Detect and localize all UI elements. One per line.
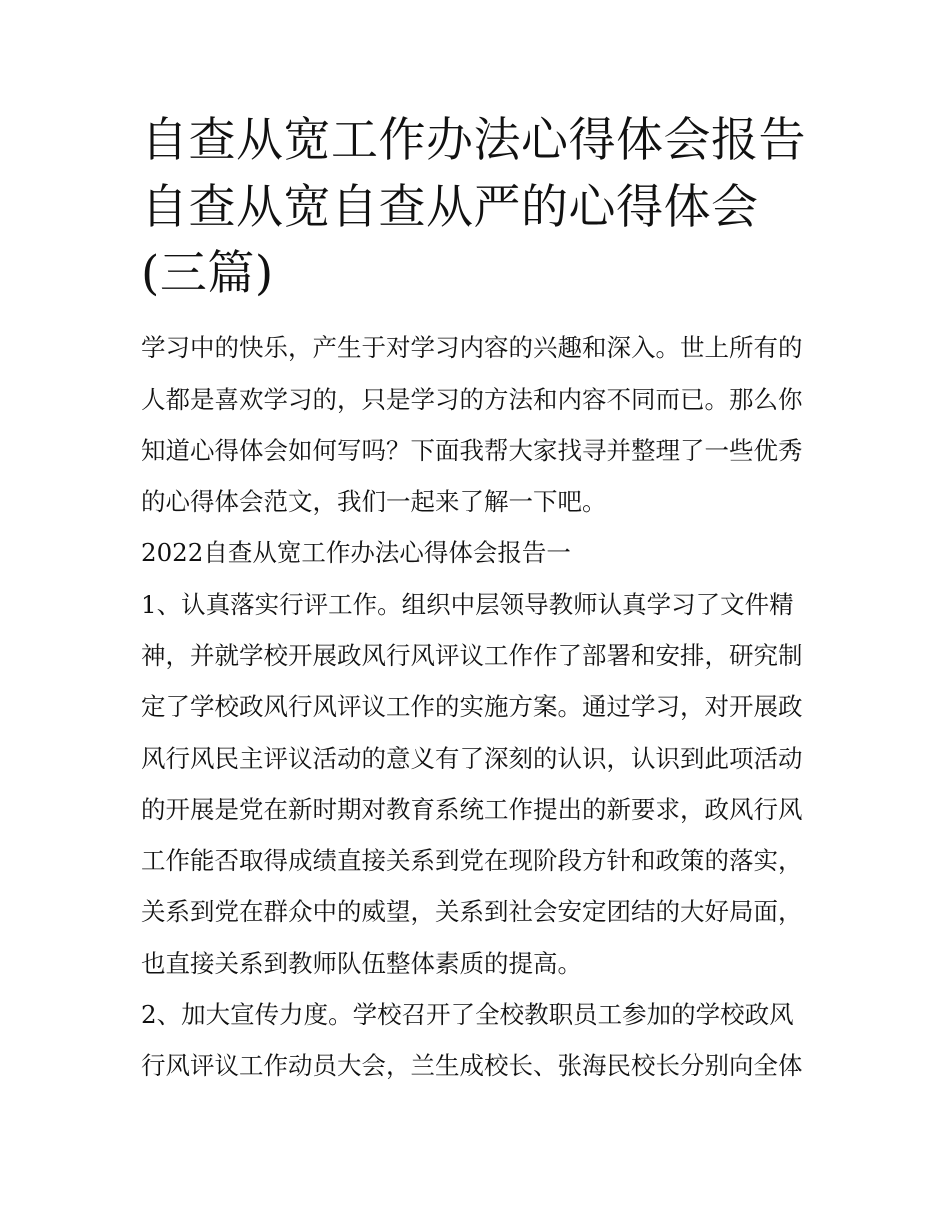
body-paragraph-2: 2、加大宣传力度。学校召开了全校教职员工参加的学校政风行风评议工作动员大会，兰生成校长、张海民校长分别向全体 <box>141 1000 803 1081</box>
intro-paragraph: 学习中的快乐，产生于对学习内容的兴趣和深入。世上所有的人都是喜欢学习的，只是学习的方法和内容不同而已。那么你知道心得体会如何写吗？下面我帮大家找寻并整理了一些优秀的心得体会范文，我们一起来了解一下吧。 <box>141 333 803 517</box>
document-body <box>141 108 811 1092</box>
body-paragraph-1: 1、认真落实行评工作。组织中层领导教师认真学习了文件精神，并就学校开展政风行风评议工作作了部署和安排，研究制定了学校政风行风评议工作的实施方案。通过学习，对开展政风行风民主评议活动的意义有了深刻的认识，认识到此项活动的开展是党在新时期对教育系统工作提出的新要求，政风行风工作能否取得成绩直接关系到党在现阶段方针和政策的落实，关系到党在群众中的威望，关系到社会安定团结的大好局面，也直接关系到教师队伍整体素质的提高。 <box>141 589 803 978</box>
section-heading: 2022自查从宽工作办法心得体会报告一 <box>141 538 571 568</box>
document-title: 自查从宽工作办法心得体会报告 自查从宽自查从严的心得体会(三篇) <box>141 113 806 302</box>
